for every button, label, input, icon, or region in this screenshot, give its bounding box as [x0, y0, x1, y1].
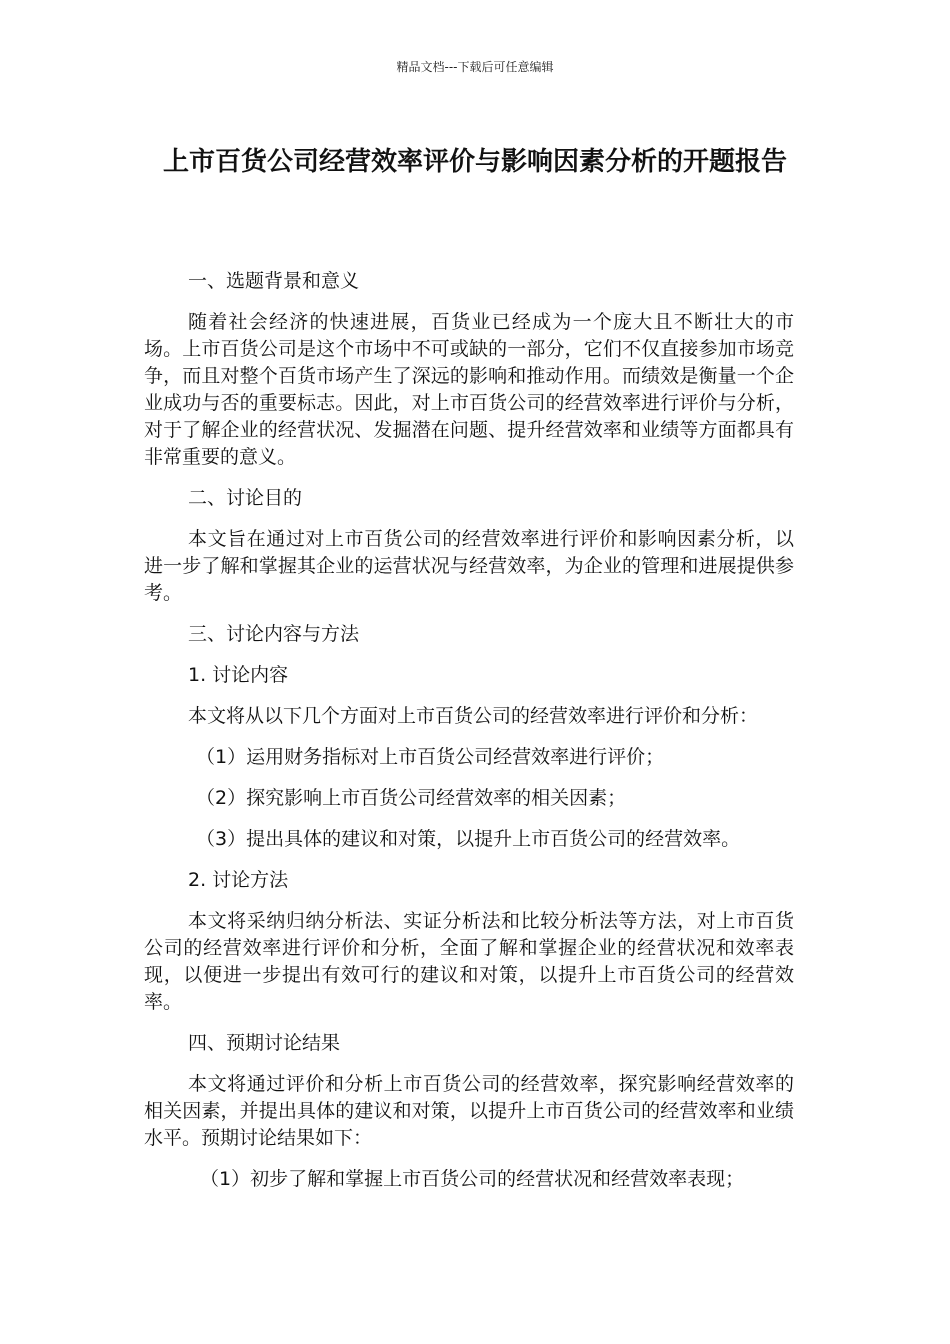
list-item-content-2: （2）探究影响上市百货公司经营效率的相关因素；	[196, 787, 627, 809]
section-heading-content-method: 三、讨论内容与方法	[188, 623, 360, 645]
paragraph-method: 本文将采纳归纳分析法、实证分析法和比较分析法等方法，对上市百货公司的经营效率进行评价和分析，全面了解和掌握企业的经营状况和效率表现，以便进一步提出有效可行的建议和对策，以提升上市百货公司的经营效率。	[144, 910, 794, 1013]
paragraph-expected-results: 本文将通过评价和分析上市百货公司的经营效率，探究影响经营效率的相关因素，并提出具体的建议和对策，以提升上市百货公司的经营效率和业绩水平。预期讨论结果如下：	[144, 1073, 794, 1149]
header-note: 精品文档---下载后可任意编辑	[396, 60, 554, 74]
list-item-results-1: （1）初步了解和掌握上市百货公司的经营状况和经营效率表现；	[200, 1168, 745, 1190]
list-item-content-1: （1）运用财务指标对上市百货公司经营效率进行评价；	[196, 746, 665, 768]
section-heading-background: 一、选题背景和意义	[188, 270, 360, 292]
subsection-heading-content: 1. 讨论内容	[188, 664, 289, 686]
section-heading-purpose: 二、讨论目的	[188, 487, 303, 509]
paragraph-purpose: 本文旨在通过对上市百货公司的经营效率进行评价和影响因素分析，以进一步了解和掌握其企业的运营状况与经营效率，为企业的管理和进展提供参考。	[144, 528, 794, 604]
document-title: 上市百货公司经营效率评价与影响因素分析的开题报告	[162, 147, 787, 177]
document-body	[144, 268, 794, 1207]
subsection-heading-method: 2. 讨论方法	[188, 869, 289, 891]
section-heading-expected-results: 四、预期讨论结果	[188, 1032, 341, 1054]
paragraph-content-intro: 本文将从以下几个方面对上市百货公司的经营效率进行评价和分析：	[188, 705, 759, 727]
paragraph-background: 随着社会经济的快速进展，百货业已经成为一个庞大且不断壮大的市场。上市百货公司是这个市场中不可或缺的一部分，它们不仅直接参加市场竞争，而且对整个百货市场产生了深远的影响和推动作用。而绩效是衡量一个企业成功与否的重要标志。因此，对上市百货公司的经营效率进行评价与分析，对于了解企业的经营状况、发掘潜在问题、提升经营效率和业绩等方面都具有非常重要的意义。	[144, 311, 794, 468]
list-item-content-3: （3）提出具体的建议和对策，以提升上市百货公司的经营效率。	[196, 828, 741, 850]
